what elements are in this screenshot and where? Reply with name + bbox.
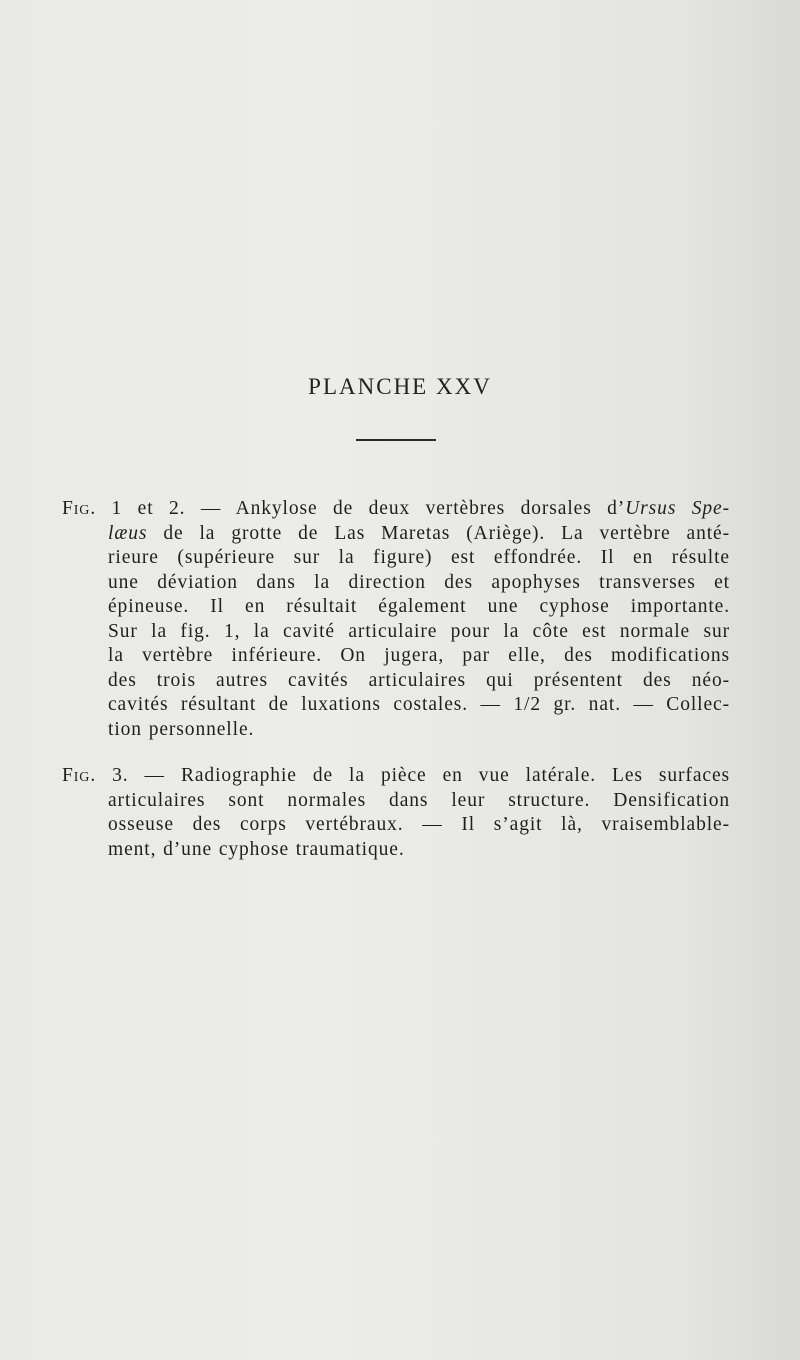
figure-label: Fig. bbox=[62, 498, 97, 519]
caption-line: épineuse. Il en résultait également une cyphose importante. bbox=[108, 596, 730, 617]
caption-line: Sur la fig. 1, la cavité articulaire pour la côte est normale sur bbox=[108, 620, 730, 642]
caption-line: Fig. 3. — Radiographie de la pièce en vue latérale. Les surfaces bbox=[62, 765, 730, 786]
figure-caption-1-2 bbox=[62, 497, 730, 742]
caption-line: des trois autres cavités articulaires qui présentent des néo- bbox=[108, 669, 730, 691]
caption-line: Fig. 1 et 2. — Ankylose de deux vertèbres dorsales d’Ursus Spe- bbox=[62, 498, 730, 519]
caption-line: la vertèbre inférieure. On jugera, par elle, des modifications bbox=[108, 645, 730, 666]
figure-caption-3 bbox=[62, 764, 730, 862]
caption-line: rieure (supérieure sur la figure) est effondrée. Il en résulte bbox=[108, 547, 730, 568]
caption-line: ment, d’une cyphose traumatique. bbox=[108, 838, 405, 860]
plate-title: PLANCHE XXV bbox=[308, 374, 492, 399]
caption-line: osseuse des corps vertébraux. — Il s’agit là, vraisemblable- bbox=[108, 814, 730, 835]
caption-line: une déviation dans la direction des apophyses transverses et bbox=[108, 571, 730, 593]
title-divider bbox=[356, 439, 436, 441]
caption-line: cavités résultant de luxations costales. — 1/2 gr. nat. — Collec- bbox=[108, 694, 730, 715]
figure-label: Fig. bbox=[62, 765, 97, 786]
caption-line: læus de la grotte de Las Maretas (Ariège). La vertèbre anté- bbox=[108, 522, 730, 544]
caption-line: tion personnelle. bbox=[108, 718, 255, 740]
caption-line: articulaires sont normales dans leur structure. Densification bbox=[108, 789, 730, 811]
